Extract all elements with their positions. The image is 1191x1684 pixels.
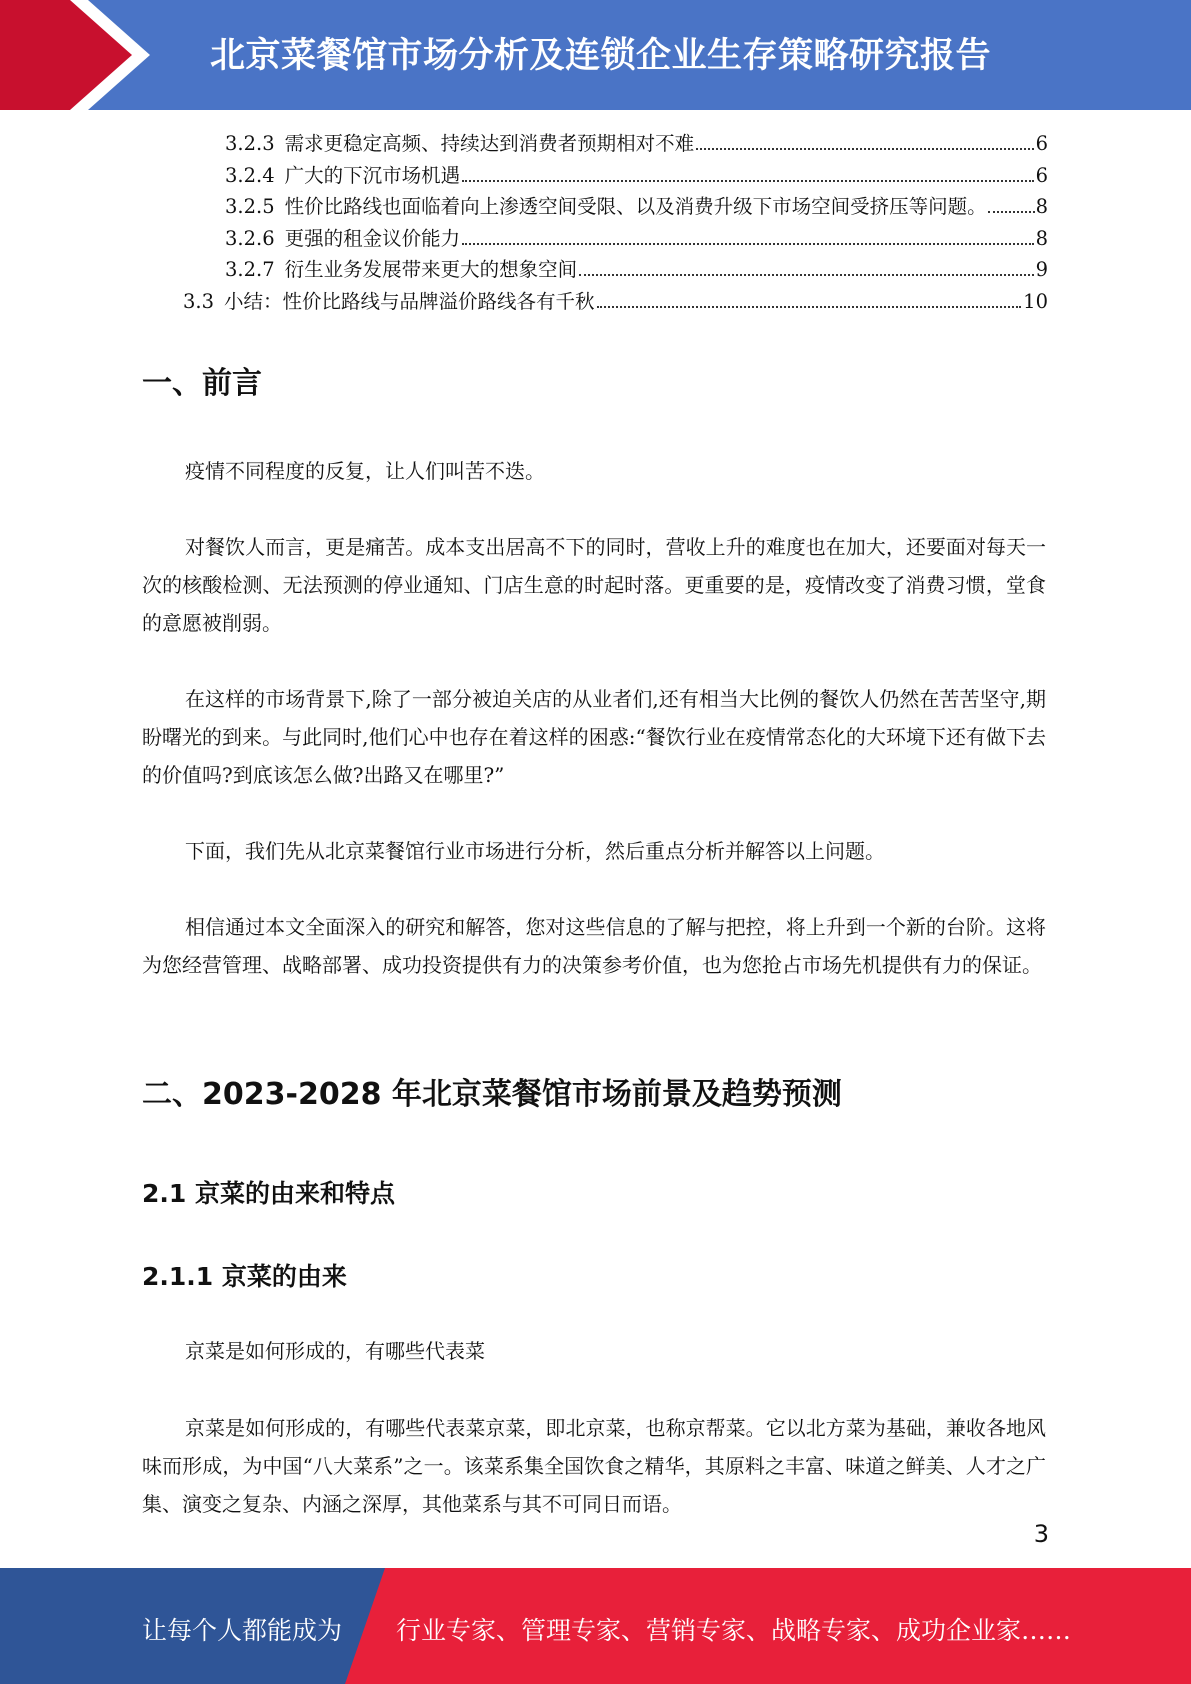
page-header	[0, 0, 1191, 110]
toc-entry[interactable]	[140, 191, 1048, 223]
toc-leader	[597, 306, 1022, 308]
section-heading-preface: 一、前言	[142, 366, 262, 401]
toc-entry[interactable]	[140, 254, 1048, 286]
toc-leader	[579, 274, 1033, 276]
paragraph: 京菜是如何形成的，有哪些代表菜京菜，即北京菜，也称京帮菜。它以北方菜为基础，兼收各地风味而形成，为中国“八大菜系”之一。该菜系集全国饮食之精华，其原料之丰富、味道之鲜美、人才之广集、演变之复杂、内涵之深厚，其他菜系与其不可同日而语。	[142, 1416, 1046, 1516]
toc-page: 8	[1035, 226, 1048, 250]
footer-slogan-right: 行业专家、管理专家、营销专家、战略专家、成功企业家……	[396, 1616, 1072, 1645]
paragraph: 对餐饮人而言，更是痛苦。成本支出居高不下的同时，营收上升的难度也在加大，还要面对每天一次的核酸检测、无法预测的停业通知、门店生意的时起时落。更重要的是，疫情改变了消费习惯，堂食的意愿被削弱。	[142, 535, 1046, 635]
toc-title: 性价比路线也面临着向上渗透空间受限、以及消费升级下市场空间受挤压等问题。	[284, 195, 987, 218]
subsection-heading: 2.1 京菜的由来和特点	[142, 1179, 395, 1208]
toc-page: 6	[1035, 132, 1048, 155]
paragraph: 在这样的市场背景下,除了一部分被迫关店的从业者们,还有相当大比例的餐饮人仍然在苦苦坚守,期盼曙光的到来。与此同时,他们心中也存在着这样的困惑:“餐饮行业在疫情常态化的大环境下还有做下去的价值吗?到底该怎么做?出路又在哪里?”	[142, 687, 1046, 787]
toc-leader	[988, 211, 1035, 213]
toc-title: 小结：性价比路线与品牌溢价路线各有千秋	[224, 289, 595, 313]
toc-entry[interactable]	[140, 286, 1048, 318]
toc-page: 6	[1035, 163, 1048, 187]
toc-title: 需求更稳定高频、持续达到消费者预期相对不难	[284, 132, 695, 155]
toc-entry[interactable]	[140, 223, 1048, 255]
section-heading-forecast: 二、2023-2028 年北京菜餐馆市场前景及趋势预测	[142, 1077, 842, 1112]
toc-number: 3.2.7	[225, 258, 275, 281]
toc-number: 3.2.3	[225, 132, 275, 155]
paragraph: 下面，我们先从北京菜餐馆行业市场进行分析，然后重点分析并解答以上问题。	[185, 839, 885, 863]
table-of-contents	[140, 128, 1048, 317]
toc-page: 10	[1023, 289, 1048, 313]
toc-entry[interactable]	[140, 128, 1048, 160]
toc-entry[interactable]	[140, 160, 1048, 192]
page-footer	[0, 1568, 1191, 1684]
toc-number: 3.2.4	[225, 163, 275, 187]
paragraph: 京菜是如何形成的，有哪些代表菜	[185, 1339, 485, 1363]
toc-leader	[462, 243, 1033, 245]
toc-page: 9	[1035, 258, 1048, 281]
toc-title: 衍生业务发展带来更大的想象空间	[284, 258, 578, 281]
toc-number: 3.2.6	[225, 226, 275, 250]
toc-number: 3.2.5	[225, 195, 275, 218]
toc-title: 更强的租金议价能力	[284, 226, 461, 250]
page-number: 3	[1033, 1520, 1049, 1548]
subsubsection-heading: 2.1.1 京菜的由来	[142, 1262, 347, 1291]
toc-page: 8	[1035, 195, 1048, 218]
toc-leader	[696, 148, 1033, 150]
toc-leader	[462, 180, 1033, 182]
report-title: 北京菜餐馆市场分析及连锁企业生存策略研究报告	[210, 36, 992, 76]
paragraph: 疫情不同程度的反复，让人们叫苦不迭。	[185, 459, 545, 483]
paragraph: 相信通过本文全面深入的研究和解答，您对这些信息的了解与把控，将上升到一个新的台阶。这将为您经营管理、战略部署、成功投资提供有力的决策参考价值，也为您抢占市场先机提供有力的保证。	[142, 915, 1046, 977]
toc-number: 3.3	[183, 289, 215, 313]
footer-slogan-left: 让每个人都能成为	[142, 1616, 343, 1645]
toc-title: 广大的下沉市场机遇	[284, 163, 461, 187]
